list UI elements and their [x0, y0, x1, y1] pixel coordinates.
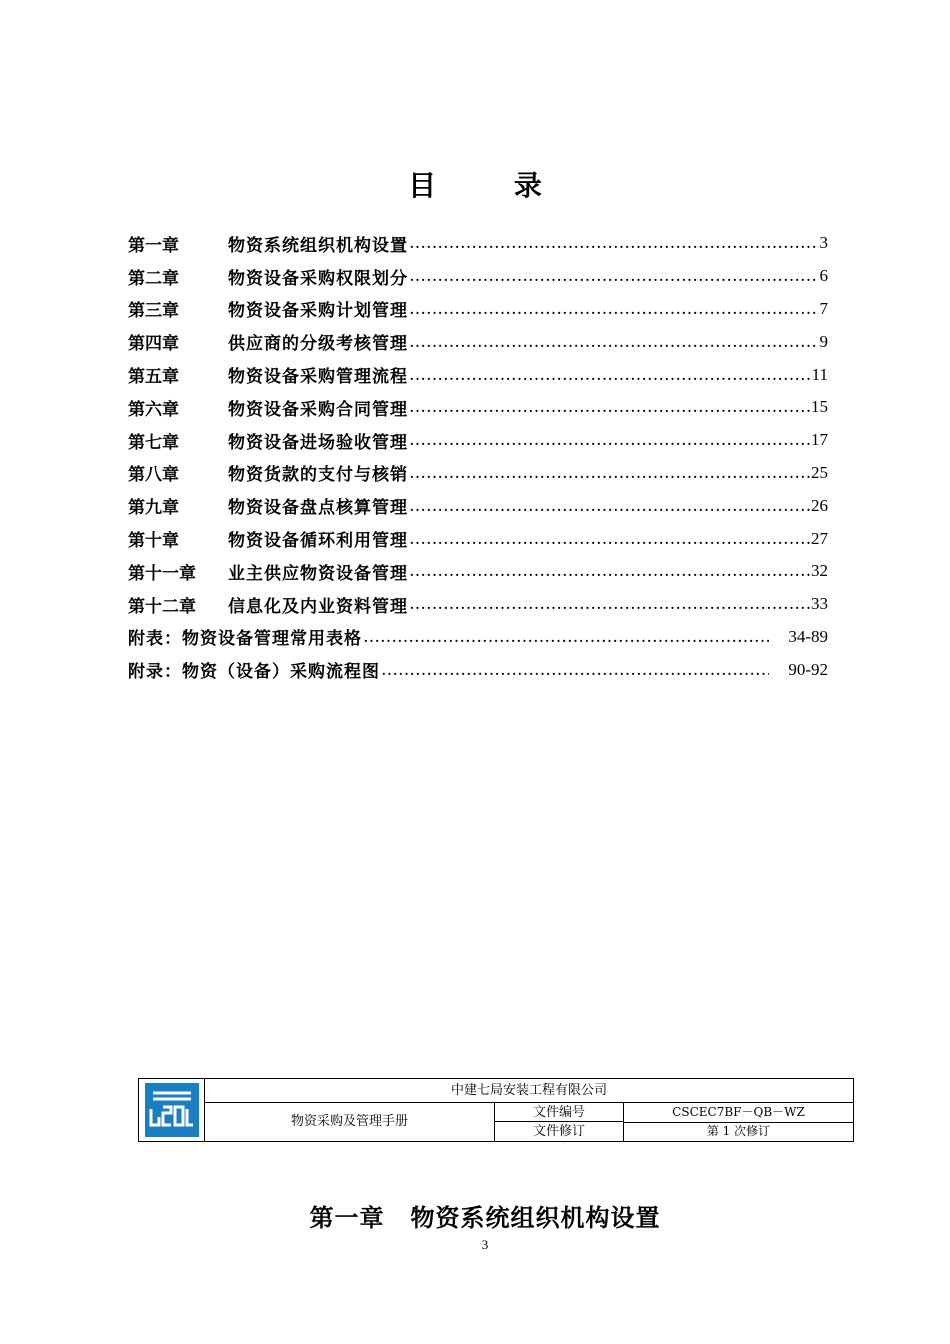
toc-page-number: 25: [811, 462, 828, 482]
toc-chapter-number: 第十章: [128, 531, 179, 552]
toc-page-number: 33: [811, 594, 828, 614]
dot-leader: [409, 463, 810, 483]
toc-entry[interactable]: [128, 555, 828, 588]
toc-page-number: 6: [819, 266, 828, 286]
toc-page-number: 17: [811, 430, 828, 450]
toc-chapter-name: 物资设备进场验收管理: [228, 432, 408, 453]
toc-chapter-name: 物资设备采购权限划分: [228, 268, 408, 289]
toc-chapter-number: 第六章: [128, 399, 179, 420]
toc-page-range: 90-92: [788, 659, 828, 679]
toc-entry[interactable]: [128, 522, 828, 555]
toc-chapter-name: 物资设备采购管理流程: [228, 367, 408, 388]
toc-page-number: 32: [811, 561, 828, 581]
dot-leader: [409, 594, 810, 614]
toc-page-number: 27: [811, 528, 828, 548]
cscec-logo-icon: [145, 1083, 199, 1137]
toc-title: 目 录: [408, 169, 576, 202]
toc-chapter-name: 物资设备采购合同管理: [228, 399, 408, 420]
toc-chapter-number: 第三章: [128, 301, 179, 322]
toc-page-number: 9: [819, 331, 828, 351]
toc-appendix-name: 附录：物资（设备）采购流程图: [128, 662, 380, 683]
toc-chapter-number: 第九章: [128, 498, 179, 519]
toc-entry[interactable]: [128, 325, 828, 358]
table-of-contents: [128, 227, 828, 686]
toc-entry[interactable]: [128, 227, 828, 260]
dot-leader: [409, 397, 810, 417]
toc-appendix-entry[interactable]: [128, 621, 828, 654]
page-number: 3: [481, 1237, 489, 1252]
doc-number-value: CSCEC7BF－QB－WZ: [624, 1103, 853, 1123]
dot-leader: [409, 365, 811, 385]
toc-chapter-name: 信息化及内业资料管理: [228, 596, 408, 617]
toc-chapter-number: 第二章: [128, 268, 179, 289]
dot-leader: [381, 660, 769, 680]
dot-leader: [409, 430, 810, 450]
chapter-heading-title: 物资系统组织机构设置: [410, 1203, 661, 1232]
toc-entry[interactable]: [128, 391, 828, 424]
dot-leader: [409, 299, 819, 319]
chapter-heading-number: 第一章: [309, 1203, 385, 1232]
toc-chapter-name: 物资设备盘点核算管理: [228, 498, 408, 519]
dot-leader: [363, 627, 769, 647]
manual-title: 物资采购及管理手册: [205, 1103, 495, 1141]
toc-entry[interactable]: [128, 260, 828, 293]
doc-number-label: 文件编号: [495, 1103, 624, 1122]
toc-chapter-name: 供应商的分级考核管理: [228, 334, 408, 355]
toc-entry[interactable]: [128, 424, 828, 457]
toc-entry[interactable]: [128, 457, 828, 490]
dot-leader: [409, 266, 819, 286]
toc-chapter-number: 第十二章: [128, 596, 196, 617]
toc-chapter-number: 第十一章: [128, 563, 196, 584]
toc-entry[interactable]: [128, 489, 828, 522]
toc-page-number: 26: [811, 495, 828, 515]
toc-chapter-number: 第七章: [128, 432, 179, 453]
toc-page-range: 34-89: [788, 626, 828, 646]
toc-entry[interactable]: [128, 293, 828, 326]
dot-leader: [409, 496, 810, 516]
toc-chapter-name: 物资设备循环利用管理: [228, 531, 408, 552]
toc-page-number: 11: [811, 364, 828, 384]
dot-leader: [409, 332, 819, 352]
toc-chapter-name: 物资系统组织机构设置: [228, 235, 408, 256]
toc-entry[interactable]: [128, 588, 828, 621]
logo-cell: [139, 1079, 205, 1141]
document-header-table: [138, 1078, 854, 1142]
toc-chapter-number: 第八章: [128, 465, 179, 486]
toc-chapter-name: 业主供应物资设备管理: [228, 563, 408, 584]
revision-value: 第 1 次修订: [706, 1124, 771, 1138]
chapter-heading: [0, 1198, 950, 1233]
company-name: 中建七局安装工程有限公司: [205, 1079, 853, 1103]
dot-leader: [409, 561, 810, 581]
toc-chapter-name: 物资货款的支付与核销: [228, 465, 408, 486]
toc-appendix-entry[interactable]: [128, 653, 828, 686]
toc-page-number: 3: [819, 233, 828, 253]
revision-label: 文件修订: [495, 1122, 624, 1141]
toc-chapter-name: 物资设备采购计划管理: [228, 301, 408, 322]
toc-chapter-number: 第五章: [128, 367, 179, 388]
toc-entry[interactable]: [128, 358, 828, 391]
toc-chapter-number: 第一章: [128, 235, 179, 256]
dot-leader: [409, 233, 819, 253]
toc-page-number: 15: [811, 397, 828, 417]
toc-appendix-name: 附表：物资设备管理常用表格: [128, 629, 362, 650]
toc-page-number: 7: [819, 298, 828, 318]
dot-leader: [409, 529, 810, 549]
toc-chapter-number: 第四章: [128, 334, 179, 355]
